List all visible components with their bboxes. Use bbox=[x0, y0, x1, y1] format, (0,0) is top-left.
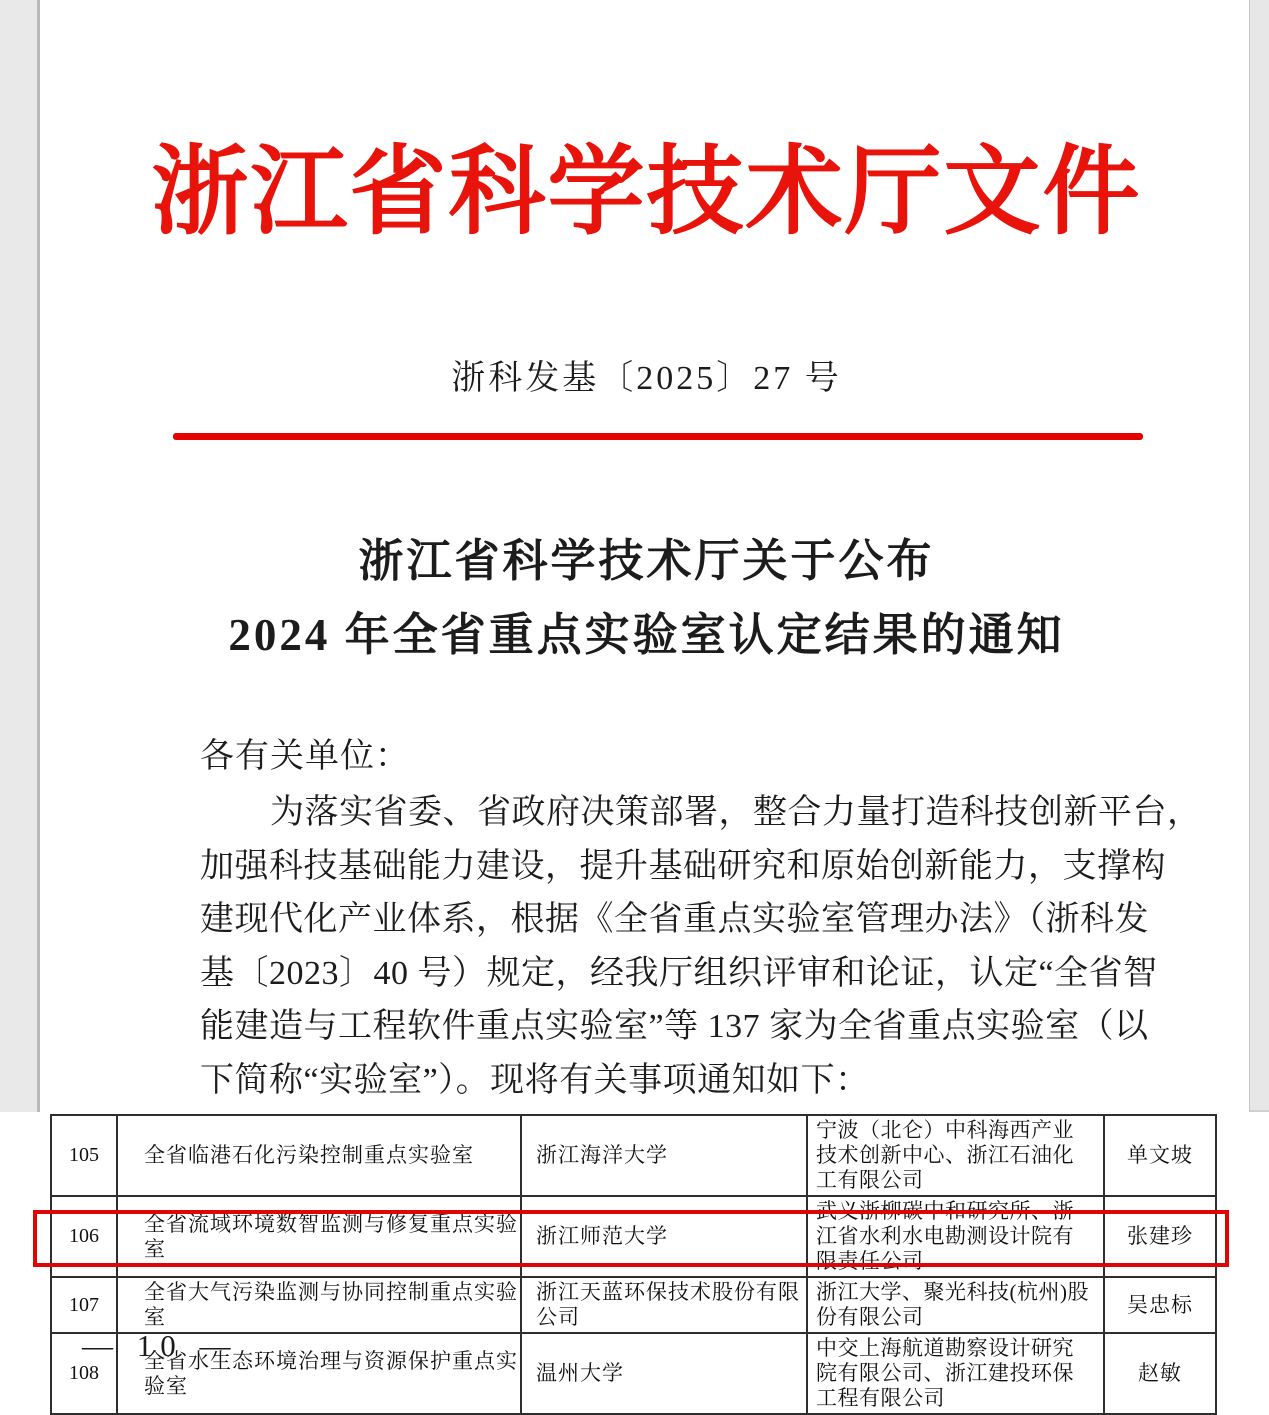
lab-name: 全省大气污染监测与协同控制重点实验室 bbox=[117, 1277, 521, 1333]
lab-name: 全省临港石化污染控制重点实验室 bbox=[117, 1115, 521, 1196]
notice-title-line2: 2024 年全省重点实验室认定结果的通知 bbox=[228, 610, 1065, 660]
host-unit: 浙江海洋大学 bbox=[521, 1115, 807, 1196]
notice-title-line1: 浙江省科学技术厅关于公布 bbox=[358, 536, 935, 586]
laboratory-table bbox=[50, 1114, 1217, 1415]
body-line: 基〔2023〕40 号）规定，经我厅组织评审和论证，认定“全省智 bbox=[200, 954, 1158, 992]
body-line: 下简称“实验室”）。现将有关事项通知如下： bbox=[200, 1061, 870, 1099]
director-name: 赵敏 bbox=[1104, 1333, 1216, 1414]
page-number: — 10 — bbox=[82, 1328, 239, 1363]
laboratory-table-section bbox=[0, 1112, 1269, 1410]
host-unit: 浙江天蓝环保技术股份有限公司 bbox=[521, 1277, 807, 1333]
table-row bbox=[51, 1196, 1216, 1277]
row-number: 105 bbox=[51, 1115, 117, 1196]
director-name: 吴忠标 bbox=[1104, 1277, 1216, 1333]
row-number: 107 bbox=[51, 1277, 117, 1333]
director-name: 张建珍 bbox=[1104, 1196, 1216, 1277]
body-line: 能建造与工程软件重点实验室”等 137 家为全省重点实验室（以 bbox=[200, 1008, 1149, 1045]
lab-name: 全省水生态环境治理与资源保护重点实验室 bbox=[117, 1333, 521, 1414]
document-number: 浙科发基〔2025〕27 号 bbox=[451, 360, 842, 397]
partner-units: 中交上海航道勘察设计研究院有限公司、浙江建投环保工程有限公司 bbox=[807, 1333, 1104, 1414]
table-row-highlighted bbox=[51, 1277, 1216, 1333]
notice-body bbox=[200, 786, 1202, 1107]
lab-name: 全省流域环境数智监测与修复重点实验室 bbox=[117, 1196, 521, 1277]
host-unit: 温州大学 bbox=[521, 1333, 807, 1414]
partner-units: 宁波（北仑）中科海西产业技术创新中心、浙江石油化工有限公司 bbox=[807, 1115, 1104, 1196]
scan-background-left bbox=[0, 0, 40, 1112]
salutation: 各有关单位： bbox=[200, 738, 410, 775]
partner-units: 武义浙柳碳中和研究所、浙江省水利水电勘测设计院有限责任公司 bbox=[807, 1196, 1104, 1277]
agency-masthead: 浙江省科学技术厅文件 bbox=[151, 139, 1142, 246]
scan-background-right bbox=[1249, 0, 1269, 1112]
row-number: 108 bbox=[51, 1333, 117, 1414]
host-unit: 浙江师范大学 bbox=[521, 1196, 807, 1277]
partner-units: 浙江大学、聚光科技(杭州)股份有限公司 bbox=[807, 1277, 1104, 1333]
table-row bbox=[51, 1115, 1216, 1196]
body-line: 为落实省委、省政府决策部署，整合力量打造科技创新平台， bbox=[270, 794, 1202, 831]
red-divider-rule bbox=[173, 433, 1143, 440]
body-line: 加强科技基础能力建设，提升基础研究和原始创新能力，支撑构 bbox=[200, 847, 1166, 885]
row-number: 106 bbox=[51, 1196, 117, 1277]
director-name: 单文坡 bbox=[1104, 1115, 1216, 1196]
body-line: 建现代化产业体系，根据《全省重点实验室管理办法》（浙科发 bbox=[200, 901, 1149, 938]
